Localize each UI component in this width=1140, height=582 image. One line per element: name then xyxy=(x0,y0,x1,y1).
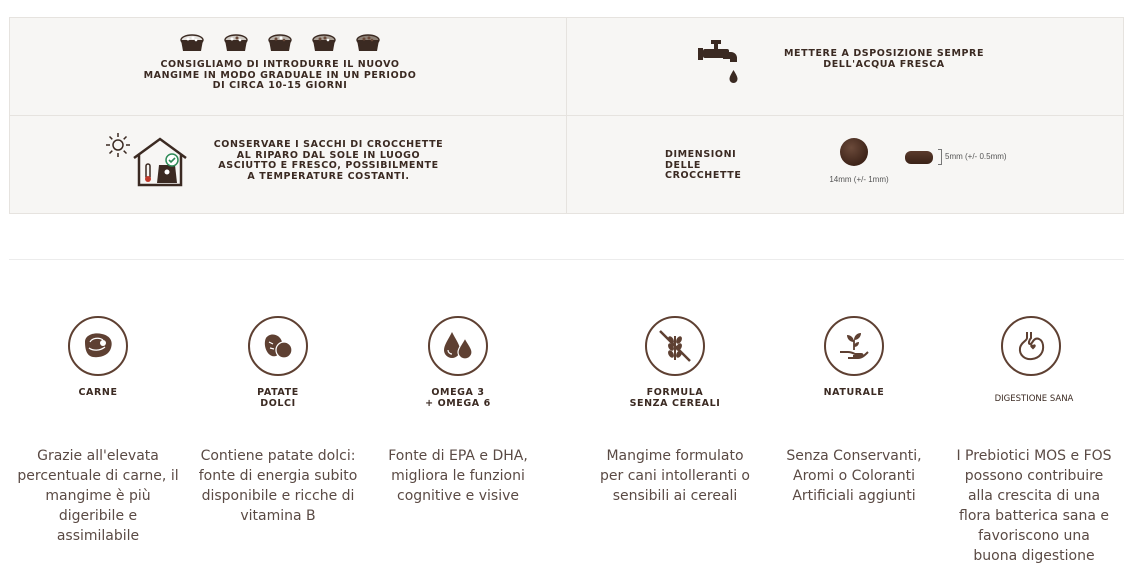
feeding-info-grid xyxy=(9,17,1124,214)
kibble-thickness: 5mm (+/- 0.5mm) xyxy=(945,152,1007,161)
bowl-icon xyxy=(266,32,294,54)
feature-title: PATATE DOLCI xyxy=(257,387,299,409)
feature-title: NATURALE xyxy=(823,387,885,398)
house-storage-icon xyxy=(130,136,190,188)
meat-icon xyxy=(68,316,128,376)
feature-description: I Prebiotici MOS e FOS possono contribuire alla crescita di una flora batterica sana e favoriscono una buona digestione xyxy=(956,448,1112,564)
bowl-icon xyxy=(310,32,338,54)
transition-text: CONSIGLIAMO DI INTRODURRE IL NUOVO MANGIME IN MODO GRADUALE IN UN PERIODO DI CIRCA 10-15 GIORNI xyxy=(143,59,417,91)
feature-description: Senza Conservanti, Aromi o Coloranti Artificiali aggiunti xyxy=(786,448,922,504)
kibble-diameter: 14mm (+/- 1mm) xyxy=(829,175,889,184)
stomach-icon xyxy=(1001,316,1061,376)
water-tap-icon xyxy=(697,38,741,92)
feature-title: OMEGA 3 + OMEGA 6 xyxy=(425,387,491,409)
storage-text: CONSERVARE I SACCHI DI CROCCHETTE AL RIPARO DAL SOLE IN LUOGO ASCIUTTO E FRESCO, POSSIBILMENTE A TEMPERATURE COSTANTI. xyxy=(213,139,444,182)
omega-drops-icon xyxy=(428,316,488,376)
water-advice-cell xyxy=(567,18,1123,116)
kibble-side-view xyxy=(905,151,933,164)
no-grain-icon xyxy=(645,316,705,376)
storage-advice-cell xyxy=(10,116,567,213)
feature-title: CARNE xyxy=(78,387,118,398)
feature-title: FORMULA SENZA CEREALI xyxy=(629,387,721,409)
sweet-potato-icon xyxy=(248,316,308,376)
plant-hand-icon xyxy=(824,316,884,376)
water-text: METTERE A DSPOSIZIONE SEMPRE DELL'ACQUA FRESCA xyxy=(783,48,985,70)
bowl-sequence xyxy=(178,32,382,54)
transition-advice-cell xyxy=(10,18,567,116)
thickness-bracket xyxy=(938,149,942,165)
bowl-icon xyxy=(354,32,382,54)
kibble-top-view xyxy=(840,138,868,166)
feature-title: DIGESTIONE SANA xyxy=(994,394,1074,404)
dimensions-label: DIMENSIONI DELLE CROCCHETTE xyxy=(665,149,742,181)
feature-description: Mangime formulato per cani intolleranti o sensibili ai cereali xyxy=(599,448,750,504)
bowl-icon xyxy=(222,32,250,54)
feature-description: Contiene patate dolci: fonte di energia subito disponibile e ricche di vitamina B xyxy=(198,448,358,524)
kibble-dimensions-cell xyxy=(567,116,1123,213)
section-divider xyxy=(9,259,1124,260)
bowl-icon xyxy=(178,32,206,54)
sun-icon xyxy=(105,132,131,158)
feature-description: Fonte di EPA e DHA, migliora le funzioni cognitive e visive xyxy=(388,448,528,504)
feature-description: Grazie all'elevata percentuale di carne, il mangime è più digeribile e assimilabile xyxy=(17,448,179,544)
